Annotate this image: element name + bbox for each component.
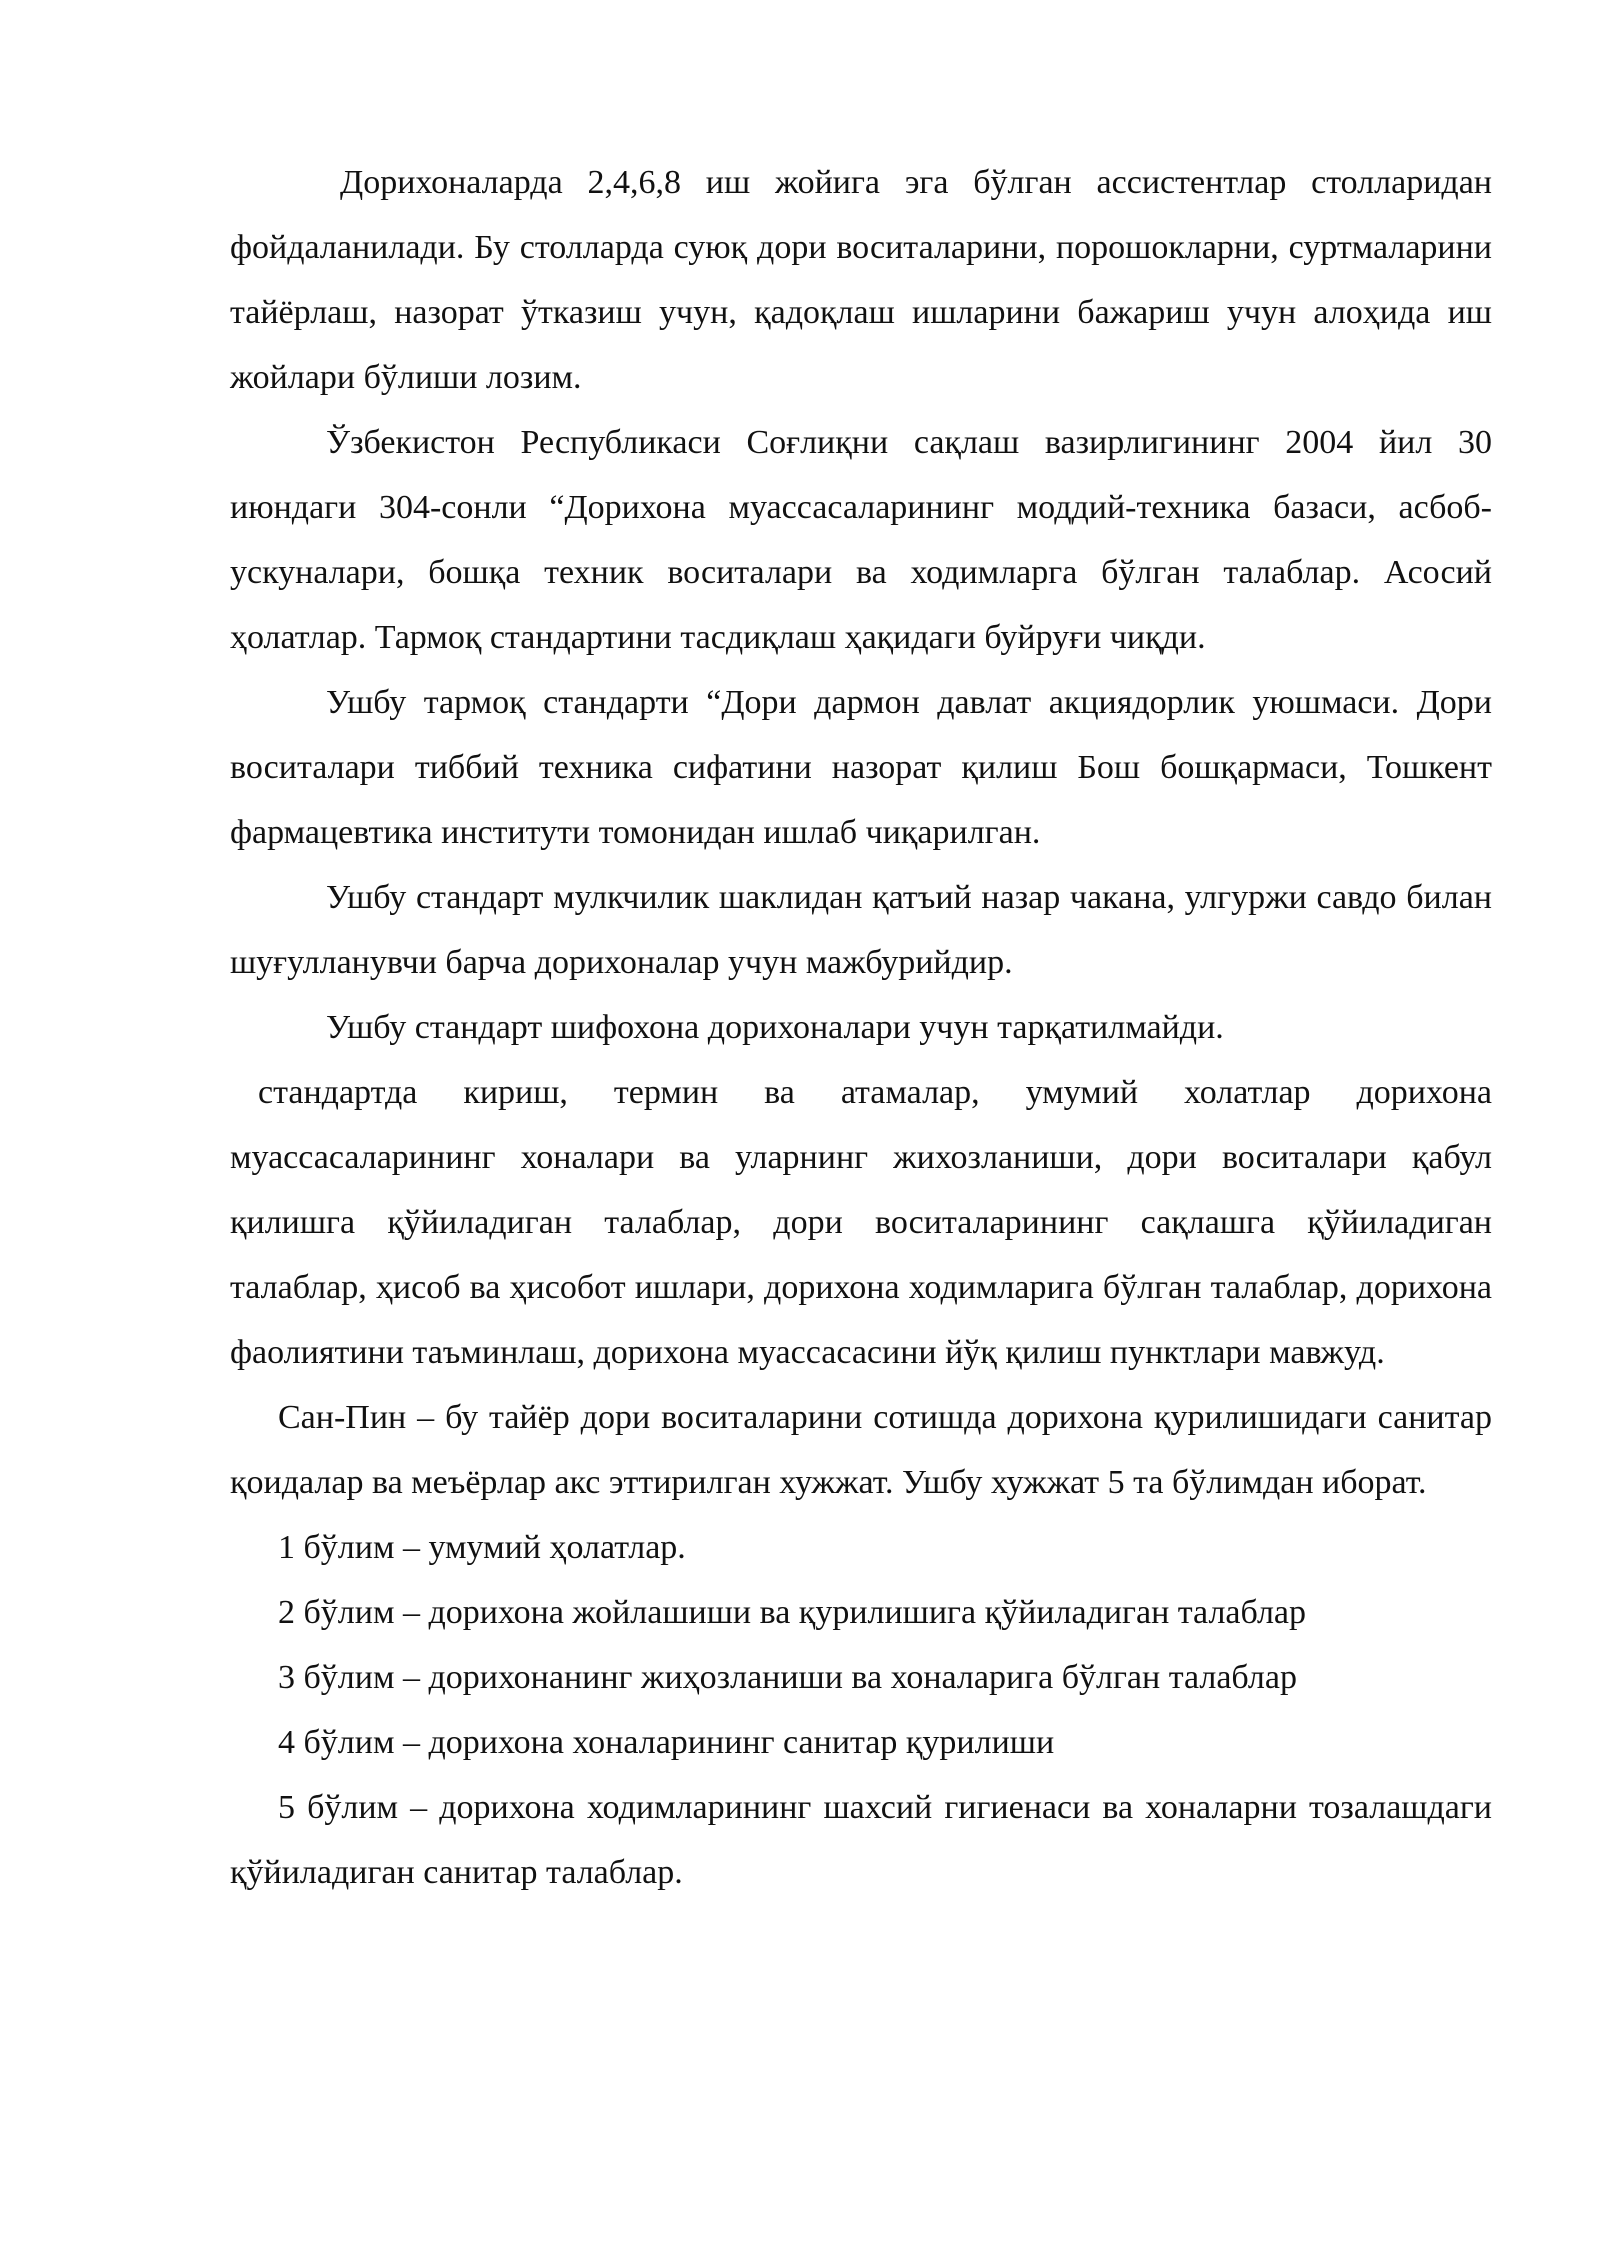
paragraph-sanpin-definition: Сан-Пин – бу тайёр дори воситаларини сотишда дорихона қурилишидаги санитар қоидалар ва меъёрлар акс эттирилган хужжат. Ушбу хужжат 5 та бўлимдан иборат. xyxy=(230,1399,1492,1501)
document-body xyxy=(230,150,1492,1905)
list-item-section-4: 4 бўлим – дорихона хоналарининг санитар қурилиши xyxy=(278,1724,1055,1761)
paragraph-standard-contents: стандартда кириш, термин ва атамалар, умумий холатлар дорихона муассасаларининг хоналари ва уларнинг жихозланиши, дори воситалари қабул қилишга қўйиладиган талаблар, дори воситаларининг сақлашга қўйиладиган талаблар, ҳисоб ва ҳисобот ишлари, дорихона ходимларига бўлган талаблар, дорихона фаолиятини таъминлаш, дорихона муассасасини йўқ қилиш пунктлари мавжуд. xyxy=(230,1074,1492,1371)
list-item-section-3: 3 бўлим – дорихонанинг жиҳозланиши ва хоналарига бўлган талаблар xyxy=(278,1659,1297,1696)
paragraph-standard-scope: Ушбу стандарт мулкчилик шаклидан қатъий назар чакана, улгуржи савдо билан шуғулланувчи барча дорихоналар учун мажбурийдир. xyxy=(230,879,1492,981)
paragraph-hospital-exclusion: Ушбу стандарт шифохона дорихоналари учун тарқатилмайди. xyxy=(326,1009,1224,1046)
list-item-section-1: 1 бўлим – умумий ҳолатлар. xyxy=(278,1529,686,1566)
list-item-section-2: 2 бўлим – дорихона жойлашиши ва қурилишига қўйиладиган талаблар xyxy=(278,1594,1307,1631)
paragraph-standard-developers: Ушбу тармоқ стандарти “Дори дармон давлат акциядорлик уюшмаси. Дори воситалари тиббий техника сифатини назорат қилиш Бош бошқармаси, Тошкент фармацевтика институти томонидан ишлаб чиқарилган. xyxy=(230,684,1492,851)
list-item-section-5: 5 бўлим – дорихона ходимларининг шахсий гигиенаси ва хоналарни тозалашдаги қўйиладиган санитар талаблар. xyxy=(230,1789,1492,1891)
paragraph-ministry-order: Ўзбекистон Республикаси Соғлиқни сақлаш вазирлигининг 2004 йил 30 июндаги 304-сонли “Дорихона муассасаларининг моддий-техника базаси, асбоб-ускуналари, бошқа техник воситалари ва ходимларга бўлган талаблар. Асосий ҳолатлар. Тармоқ стандартини тасдиқлаш ҳақидаги буйруғи чиқди. xyxy=(230,424,1492,656)
paragraph-assistant-tables: Дорихоналарда 2,4,6,8 иш жойига эга бўлган ассистентлар столларидан фойдаланилади. Бу столларда суюқ дори воситаларини, порошокларни, суртмаларини тайёрлаш, назорат ўтказиш учун, қадоқлаш ишларини бажариш учун алоҳида иш жойлари бўлиши лозим. xyxy=(230,164,1492,396)
